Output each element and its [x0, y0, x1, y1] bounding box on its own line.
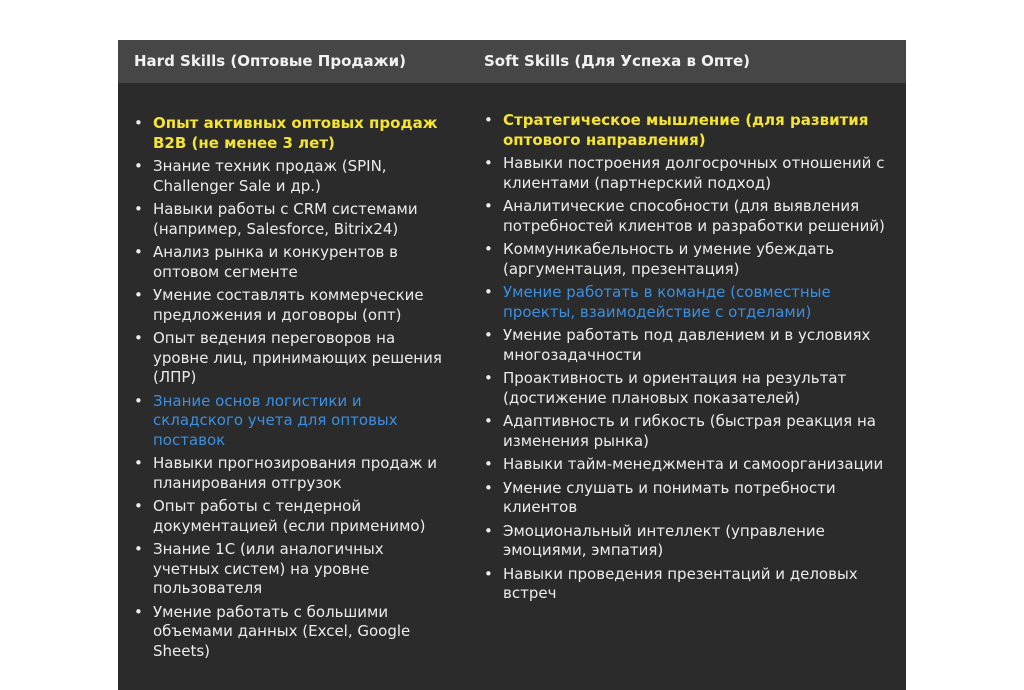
bullet-icon: •: [484, 283, 493, 301]
bullet-icon: •: [484, 111, 493, 129]
bullet-icon: •: [134, 157, 143, 175]
table-header: [118, 40, 906, 83]
list-item: • Аналитические способности (для выявления потребностей клиентов и разработки решений): [484, 197, 885, 235]
list-item: • Знание техник продаж (SPIN, Challenger Sale и др.): [134, 157, 387, 195]
list-item: • Навыки построения долгосрочных отношений с клиентами (партнерский подход): [484, 154, 885, 192]
bullet-icon: •: [484, 326, 493, 344]
list-item: • Навыки проведения презентаций и деловых встреч: [484, 564, 858, 602]
list-item: • Знание 1С (или аналогичных учетных систем) на уровне пользователя: [134, 540, 384, 597]
list-item: • Коммуникабельность и умение убеждать (аргументация, презентация): [484, 240, 835, 278]
list-item: • Умение работать под давлением и в условиях многозадачности: [484, 326, 871, 364]
list-item: • Навыки прогнозирования продаж и планирования отгрузок: [134, 454, 438, 492]
bullet-icon: •: [484, 478, 493, 497]
bullet-icon: •: [484, 412, 493, 430]
bullet-icon: •: [484, 154, 493, 172]
list-item: • Умение слушать и понимать потребности клиентов: [484, 478, 836, 516]
list-item: • Умение работать в команде (совместные проекты, взаимодействие с отделами): [484, 283, 831, 321]
bullet-icon: •: [134, 497, 143, 515]
bullet-icon: •: [134, 540, 143, 558]
list-item: • Знание основ логистики и складского учета для оптовых поставок: [134, 391, 398, 449]
list-item: • Адаптивность и гибкость (быстрая реакция на изменения рынка): [484, 412, 876, 450]
soft-skills-heading: Soft Skills (Для Успеха в Опте): [484, 52, 751, 70]
list-item: • Навыки тайм-менеджмента и самоорганизации: [484, 455, 884, 473]
bullet-icon: •: [134, 243, 143, 261]
list-item: • Стратегическое мышление (для развития оптового направления): [484, 111, 869, 149]
bullet-icon: •: [484, 197, 493, 215]
hard-skills-heading: Hard Skills (Оптовые Продажи): [134, 52, 406, 70]
bullet-icon: •: [134, 454, 143, 472]
bullet-icon: •: [134, 200, 143, 218]
list-item: • Опыт ведения переговоров на уровне лиц, принимающих решения (ЛПР): [134, 329, 442, 386]
bullet-icon: •: [134, 114, 143, 132]
bullet-icon: •: [134, 286, 143, 304]
list-item: • Умение работать с большими объемами данных (Excel, Google Sheets): [134, 602, 411, 660]
bullet-icon: •: [484, 455, 493, 473]
list-item: • Эмоциональный интеллект (управление эмоциями, эмпатия): [484, 521, 825, 559]
bullet-icon: •: [484, 521, 493, 540]
hard-skills-list: [134, 114, 444, 665]
list-item: • Умение составлять коммерческие предложения и договоры (опт): [134, 286, 424, 324]
list-item: • Навыки работы с CRM системами (например, Salesforce, Bitrix24): [134, 200, 418, 238]
list-item: • Опыт активных оптовых продаж B2B (не менее 3 лет): [134, 114, 438, 152]
soft-skills-list: [484, 111, 894, 608]
skills-table: [118, 40, 906, 690]
list-item: • Анализ рынка и конкурентов в оптовом сегменте: [134, 243, 398, 281]
bullet-icon: •: [484, 369, 493, 387]
bullet-icon: •: [134, 602, 143, 621]
list-item: • Проактивность и ориентация на результат (достижение плановых показателей): [484, 369, 847, 407]
bullet-icon: •: [484, 240, 493, 258]
list-item: • Опыт работы с тендерной документацией (если применимо): [134, 497, 426, 535]
bullet-icon: •: [134, 329, 143, 347]
bullet-icon: •: [134, 391, 143, 410]
bullet-icon: •: [484, 564, 493, 583]
